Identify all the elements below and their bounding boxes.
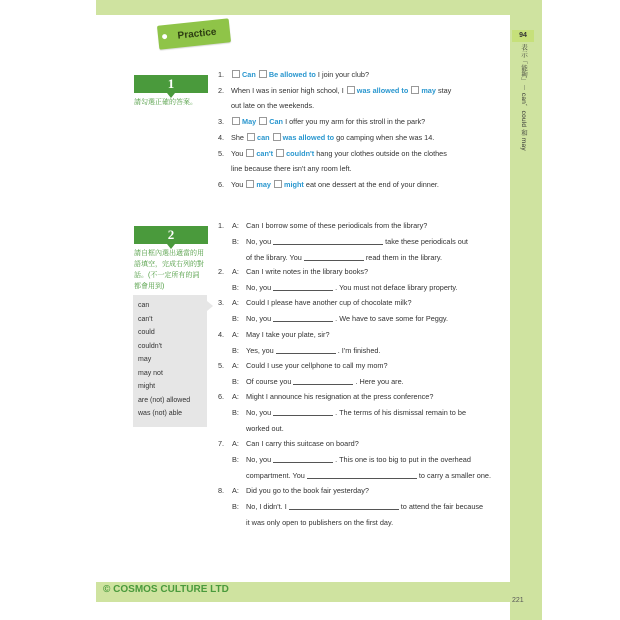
answer-checkbox[interactable] [273,133,281,141]
word-bank-item: can [138,302,150,309]
answer-option[interactable]: May [242,117,257,126]
speaker-a: A: [232,221,239,230]
line-b-continuation [246,424,284,434]
question-text: When I was in senior high school, I [231,86,346,95]
line-a: Might I announce his resignation at the press conference? [246,392,434,401]
answer-blank[interactable] [273,455,333,463]
section-title-vertical: 表示「能夠」－ can、could 和 may [520,44,527,151]
top-header-bar [96,0,542,15]
answer-blank[interactable] [304,253,364,261]
answer-checkbox[interactable] [259,117,267,125]
answer-option[interactable]: might [283,180,304,189]
answer-blank[interactable] [273,314,333,322]
question-text: stay [437,86,452,95]
question-line [231,70,369,80]
question-line [231,133,434,143]
line-b-text: to carry a smaller one. [418,471,492,480]
line-b-text: Yes, you [246,346,274,355]
line-b [246,502,483,512]
line-b-continuation [246,471,491,481]
item-number: 1. [218,70,225,79]
answer-option[interactable]: was allowed to [282,133,335,142]
line-b [246,377,404,387]
answer-option[interactable]: Be allowed to [268,70,316,79]
line-b-text: . This one is too big to put in the overhead [335,455,471,464]
answer-checkbox[interactable] [274,180,282,188]
item-number: 3. [218,117,225,126]
item-number: 4. [218,133,225,142]
answer-blank[interactable] [273,408,333,416]
instruction-line: 請自框內選出適當的用 [134,250,204,257]
answer-option[interactable]: may [421,86,436,95]
answer-checkbox[interactable] [232,117,240,125]
section-number-tab: 94 [512,30,534,42]
speaker-a: A: [232,486,239,495]
line-b-text: No, you [246,237,272,246]
answer-option[interactable]: Can [242,70,256,79]
answer-blank[interactable] [273,283,333,291]
word-bank-pointer-icon [207,301,213,311]
question-line [231,117,425,127]
line-a: Did you go to the book fair yesterday? [246,486,369,495]
question-text: hang your clothes outside on the clothes [316,149,447,158]
line-b-continuation [246,518,393,528]
item-number: 2. [218,267,225,276]
answer-blank[interactable] [293,377,353,385]
answer-option[interactable]: can [257,133,270,142]
question-continuation: out late on the weekends. [231,101,315,110]
line-b-continuation [246,253,442,263]
line-b [246,314,448,324]
speaker-b: B: [232,455,239,464]
line-b-text: No, you [246,408,272,417]
word-bank-item: can't [138,315,153,323]
question-line [231,180,439,190]
line-b-text: No, you [246,283,272,292]
line-b-text: Of course you [246,377,292,386]
item-number: 4. [218,330,225,339]
line-b-text: . We have to save some for Peggy. [335,314,449,323]
answer-blank[interactable] [307,471,417,479]
answer-checkbox[interactable] [246,180,254,188]
page-number: 221 [512,597,524,604]
speaker-b: B: [232,237,239,246]
speaker-a: A: [232,361,239,370]
answer-checkbox[interactable] [259,70,267,78]
speaker-a: A: [232,298,239,307]
word-bank-item: may [138,356,152,363]
line-b-text: . The terms of his dismissal remain to be [335,408,467,417]
speaker-a: A: [232,439,239,448]
answer-checkbox[interactable] [232,70,240,78]
line-b-text: No, you [246,455,272,464]
answer-option[interactable]: Can [269,117,284,126]
line-a: Can I write notes in the library books? [246,267,369,276]
word-bank [133,295,207,427]
instruction-line: 語填空，完成右列的對 [134,261,204,268]
question-text: She [231,133,247,142]
answer-checkbox[interactable] [246,149,254,157]
line-b-text: worked out. [246,424,284,433]
speaker-b: B: [232,502,239,511]
line-b [246,237,468,247]
line-b-text: read them in the library. [365,253,442,262]
speaker-b: B: [232,408,239,417]
answer-checkbox[interactable] [247,133,255,141]
word-bank-item: are (not) allowed [138,396,191,404]
answer-blank[interactable] [273,237,383,245]
line-b [246,455,471,465]
item-number: 2. [218,86,225,95]
question-text: I offer you my arm for this stroll in the park? [285,117,426,126]
line-b-text: it was only open to publishers on the first day. [246,518,394,527]
question-text: eat one dessert at the end of your dinner. [305,180,439,189]
answer-option[interactable]: can't [256,149,274,158]
line-b-text: . I'm finished. [337,346,381,355]
line-b [246,283,458,293]
item-number: 6. [218,392,225,401]
speaker-a: A: [232,392,239,401]
question-text: go camping when she was 14. [336,133,435,142]
answer-checkbox[interactable] [411,86,419,94]
question-text: You [231,149,246,158]
line-b-text: of the library. You [246,253,302,262]
line-a: Could I use your cellphone to call my mom? [246,361,388,370]
bullet-dot-icon [162,34,167,39]
line-a: Can I carry this suitcase on board? [246,439,359,448]
speaker-b: B: [232,346,239,355]
left-margin [0,0,96,620]
item-number: 8. [218,486,225,495]
line-b-text: compartment. You [246,471,305,480]
exercise-2-number: 2 [134,226,208,244]
line-b [246,408,466,418]
line-b-text: to attend the fair because [400,502,484,511]
line-b-text: No, I didn't. I [246,502,287,511]
line-b-text: . Here you are. [355,377,404,386]
question-text: You [231,180,246,189]
item-number: 6. [218,180,225,189]
speaker-a: A: [232,330,239,339]
speaker-b: B: [232,283,239,292]
line-a: Can I borrow some of these periodicals from the library? [246,221,428,230]
item-number: 5. [218,361,225,370]
instruction-line: 話。(不一定所有的詞 [134,272,200,279]
answer-checkbox[interactable] [276,149,284,157]
line-a: Could I please have another cup of chocolate milk? [246,298,412,307]
speaker-b: B: [232,314,239,323]
item-number: 7. [218,439,225,448]
practice-label: Practice [177,26,217,42]
line-b-text: No, you [246,314,272,323]
answer-option[interactable]: couldn't [286,149,315,158]
answer-checkbox[interactable] [347,86,355,94]
question-line [231,149,447,159]
question-line [231,86,451,96]
word-bank-item: could [138,329,155,336]
item-number: 1. [218,221,225,230]
item-number: 3. [218,298,225,307]
answer-blank[interactable] [276,346,336,354]
answer-option[interactable]: may [256,180,271,189]
line-b [246,346,381,356]
word-bank-item: was (not) able [138,410,182,417]
question-text: I join your club? [317,70,369,79]
line-b-text: . You must not deface library property. [335,283,458,292]
copyright: © COSMOS CULTURE LTD [103,584,229,595]
item-number: 5. [218,149,225,158]
instruction-line: 都會用到) [134,283,165,290]
speaker-b: B: [232,377,239,386]
word-bank-item: might [138,383,156,390]
speaker-a: A: [232,267,239,276]
exercise-1-number: 1 [134,75,208,93]
line-a: May I take your plate, sir? [246,330,330,339]
word-bank-item: couldn't [138,342,162,350]
exercise-1-instruction: 請勾選正確的答案。 [134,99,197,106]
question-continuation: line because there isn't any room left. [231,164,352,173]
answer-option[interactable]: was allowed to [356,86,409,95]
answer-blank[interactable] [289,502,399,510]
line-b-text: take these periodicals out [385,237,468,246]
word-bank-item: may not [138,369,163,377]
